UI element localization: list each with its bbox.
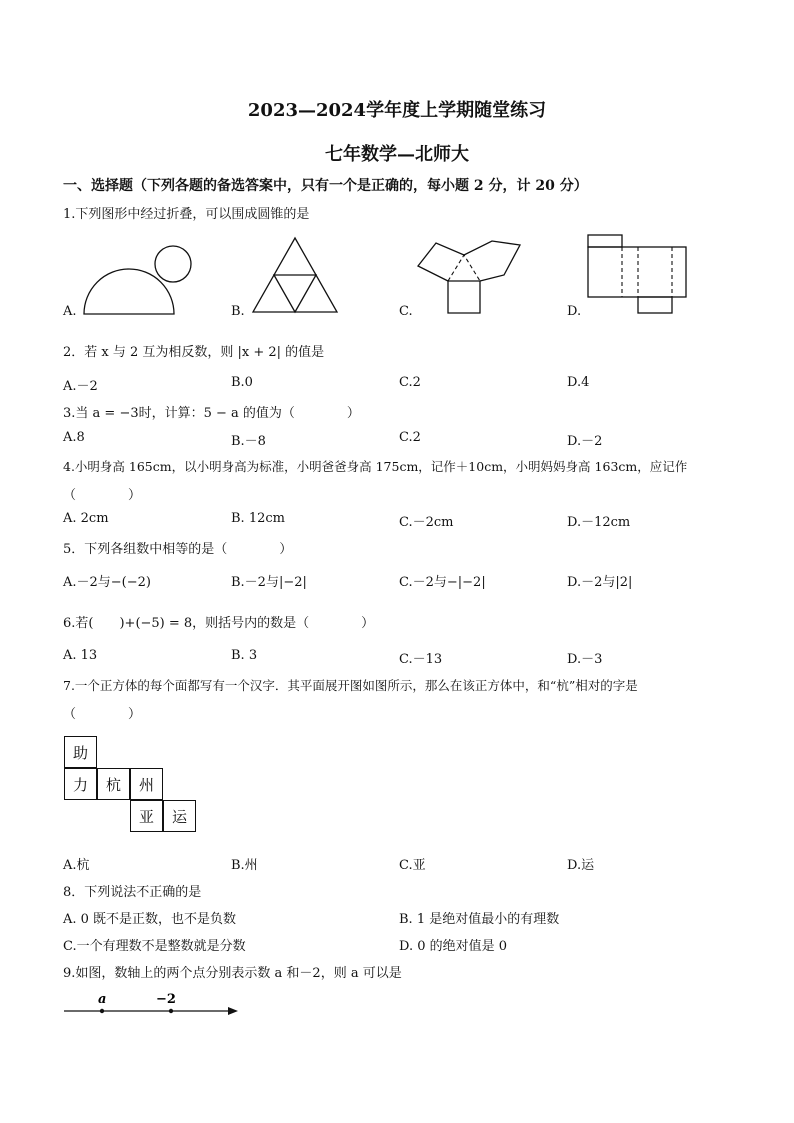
point-neg-two bbox=[169, 1009, 173, 1013]
q1-figure-a bbox=[82, 240, 197, 318]
q6-stem: 6.若( )+(−5) = 8，则括号内的数是（ ） bbox=[63, 616, 375, 631]
q8-option-d[interactable]: D. 0 的绝对值是 0 bbox=[399, 939, 508, 954]
q8-option-b[interactable]: B. 1 是绝对值最小的有理数 bbox=[399, 912, 560, 927]
q5-option-b[interactable]: B.－2与|−2| bbox=[231, 575, 307, 590]
worksheet-title: 2023—2024学年度上学期随堂练习 bbox=[247, 100, 547, 121]
point-a bbox=[100, 1009, 104, 1013]
q2-option-a[interactable]: A.－2 bbox=[63, 379, 98, 394]
net-cell-zhu: 助 bbox=[64, 736, 97, 768]
q4-option-c[interactable]: C.－2cm bbox=[399, 515, 454, 530]
q7-stem: 7.一个正方体的每个面都写有一个汉字．其平面展开图如图所示，那么在该正方体中，和“杭”相对的字是 bbox=[63, 678, 638, 693]
q7-option-a[interactable]: A.杭 bbox=[63, 858, 90, 873]
q4-stem: 4.小明身高 165cm，以小明身高为标准，小明爸爸身高 175cm，记作＋10cm，小明妈妈身高 163cm，应记作 bbox=[63, 459, 688, 474]
q5-option-d[interactable]: D.－2与|2| bbox=[567, 575, 633, 590]
net-cell-zhou: 州 bbox=[130, 768, 163, 800]
q6-option-d[interactable]: D.－3 bbox=[567, 652, 603, 667]
q5-option-c[interactable]: C.－2与−|−2| bbox=[399, 575, 486, 590]
q4-option-a[interactable]: A. 2cm bbox=[63, 511, 109, 526]
q1-figure-b bbox=[251, 236, 341, 316]
q1-option-c[interactable]: C. bbox=[399, 304, 413, 319]
q3-option-a[interactable]: A.8 bbox=[63, 430, 85, 445]
net-cell-hang: 杭 bbox=[97, 768, 130, 800]
net-cell-ya: 亚 bbox=[130, 800, 163, 832]
q3-option-c[interactable]: C.2 bbox=[399, 430, 421, 445]
q4-stem-blank: （ ） bbox=[63, 488, 142, 503]
q2-stem: 2．若 x 与 2 互为相反数，则 |x + 2| 的值是 bbox=[63, 345, 325, 360]
q4-option-b[interactable]: B. 12cm bbox=[231, 511, 285, 526]
q8-option-c[interactable]: C.一个有理数不是整数就是分数 bbox=[63, 939, 246, 954]
q2-option-d[interactable]: D.4 bbox=[567, 375, 590, 390]
section-heading: 一、选择题（下列各题的备选答案中，只有一个是正确的，每小题 2 分，计 20 分） bbox=[63, 178, 588, 194]
q7-option-d[interactable]: D.运 bbox=[567, 858, 595, 873]
q1-figure-c bbox=[416, 233, 526, 315]
net-cell-yun: 运 bbox=[163, 800, 196, 832]
q1-stem: 1.下列图形中经过折叠，可以围成圆锥的是 bbox=[63, 207, 310, 222]
q1-option-d[interactable]: D. bbox=[567, 304, 582, 319]
q2-option-b[interactable]: B.0 bbox=[231, 375, 253, 390]
net-cell-li: 力 bbox=[64, 768, 97, 800]
q6-option-c[interactable]: C.－13 bbox=[399, 652, 443, 667]
q5-option-a[interactable]: A.－2与−(−2) bbox=[63, 575, 151, 590]
q2-option-c[interactable]: C.2 bbox=[399, 375, 421, 390]
worksheet-subtitle: 七年数学—北师大 bbox=[325, 144, 469, 165]
q7-option-c[interactable]: C.亚 bbox=[399, 858, 426, 873]
q1-option-a[interactable]: A. bbox=[63, 304, 77, 319]
q7-option-b[interactable]: B.州 bbox=[231, 858, 258, 873]
q6-option-a[interactable]: A. 13 bbox=[63, 648, 98, 663]
q3-stem: 3.当 a = −3时，计算：5 − a 的值为（ ） bbox=[63, 406, 360, 421]
q3-option-b[interactable]: B.－8 bbox=[231, 434, 266, 449]
q1-option-b[interactable]: B. bbox=[231, 304, 245, 319]
q6-option-b[interactable]: B. 3 bbox=[231, 648, 258, 663]
q7-stem-blank: （ ） bbox=[63, 707, 142, 722]
q5-stem: 5．下列各组数中相等的是（ ） bbox=[63, 542, 293, 557]
q1-figure-d bbox=[586, 233, 691, 315]
q3-option-d[interactable]: D.－2 bbox=[567, 434, 603, 449]
q9-stem: 9.如图，数轴上的两个点分别表示数 a 和－2，则 a 可以是 bbox=[63, 966, 402, 981]
point-neg-two-label: −2 bbox=[156, 992, 176, 1007]
q9-number-line bbox=[62, 990, 242, 1020]
q4-option-d[interactable]: D.－12cm bbox=[567, 515, 631, 530]
q8-stem: 8．下列说法不正确的是 bbox=[63, 885, 202, 900]
point-a-label: a bbox=[98, 992, 107, 1007]
q8-option-a[interactable]: A. 0 既不是正数，也不是负数 bbox=[63, 912, 237, 927]
